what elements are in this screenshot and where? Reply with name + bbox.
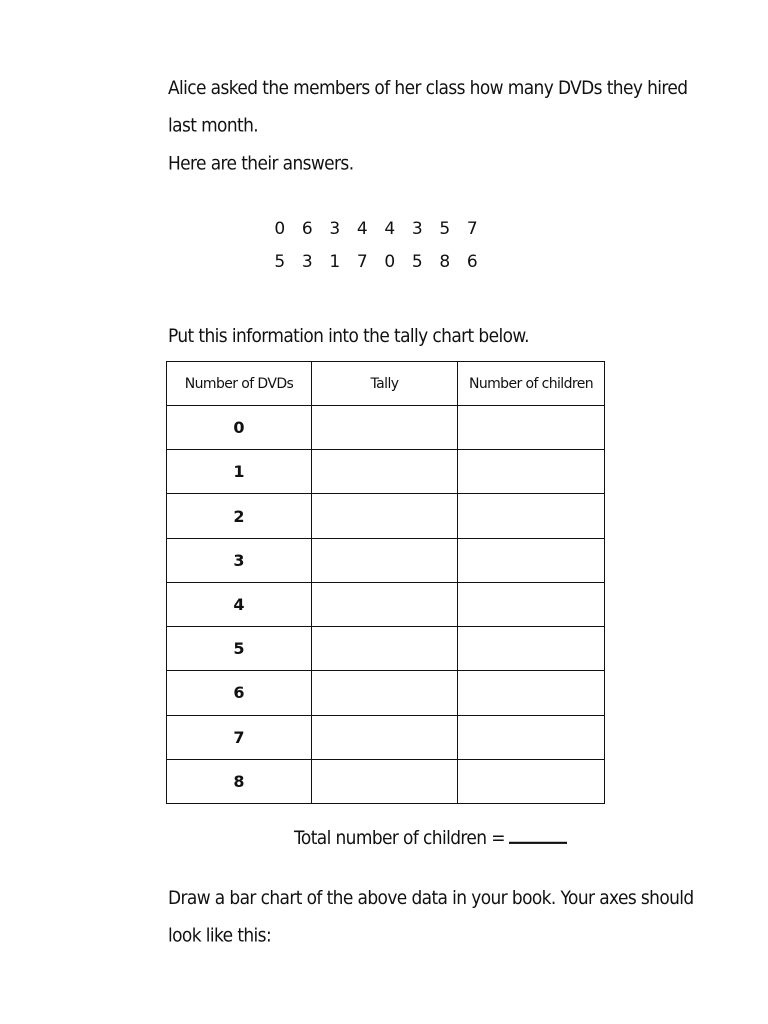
dvd-count-cell: 2 xyxy=(167,494,312,538)
answer-value: 0 xyxy=(274,218,286,239)
intro-line-3: Here are their answers. xyxy=(168,153,354,175)
answer-value: 4 xyxy=(356,218,368,239)
dvd-count-cell: 1 xyxy=(167,450,312,494)
tally-cell[interactable] xyxy=(312,450,458,494)
total-children-line xyxy=(294,818,567,857)
table-row xyxy=(167,538,605,582)
dvd-count-cell: 0 xyxy=(167,406,312,450)
answer-value: 5 xyxy=(411,251,423,272)
children-count-cell[interactable] xyxy=(458,406,605,450)
bar-chart-instruction-line-1: Draw a bar chart of the above data in your book. Your axes should xyxy=(168,887,694,910)
dvd-count-cell: 6 xyxy=(167,671,312,715)
children-count-cell[interactable] xyxy=(458,494,605,538)
table-row xyxy=(167,406,605,450)
children-count-cell[interactable] xyxy=(458,759,605,803)
dvd-count-cell: 3 xyxy=(167,538,312,582)
bar-chart-instruction-line-2: look like this: xyxy=(168,925,272,947)
dvd-count-cell: 7 xyxy=(167,715,312,759)
tally-cell[interactable] xyxy=(312,538,458,582)
header-number-of-children: Number of children xyxy=(458,362,605,406)
dvd-count-cell: 8 xyxy=(167,759,312,803)
tally-cell[interactable] xyxy=(312,582,458,626)
dvd-count-cell: 4 xyxy=(167,582,312,626)
answers-grid xyxy=(266,212,486,278)
table-row xyxy=(167,671,605,715)
answer-value: 3 xyxy=(411,218,423,239)
table-row xyxy=(167,494,605,538)
tally-chart-table xyxy=(166,361,605,804)
answer-value: 4 xyxy=(384,218,396,239)
answer-value: 7 xyxy=(466,218,478,239)
table-row xyxy=(167,715,605,759)
total-answer-blank[interactable] xyxy=(509,818,567,844)
answers-row-2 xyxy=(266,245,486,278)
bar-chart-instruction xyxy=(168,880,694,956)
answer-value: 6 xyxy=(466,251,478,272)
tally-cell[interactable] xyxy=(312,759,458,803)
table-row xyxy=(167,627,605,671)
tally-cell[interactable] xyxy=(312,406,458,450)
table-row xyxy=(167,450,605,494)
answer-value: 0 xyxy=(384,251,396,272)
header-number-of-dvds: Number of DVDs xyxy=(167,362,312,406)
table-row xyxy=(167,759,605,803)
children-count-cell[interactable] xyxy=(458,450,605,494)
table-header-row xyxy=(167,362,605,406)
table-row xyxy=(167,582,605,626)
answer-value: 6 xyxy=(301,218,313,239)
total-label: Total number of children = xyxy=(294,827,505,850)
intro-line-1: Alice asked the members of her class how many DVDs they hired xyxy=(168,77,688,100)
header-tally: Tally xyxy=(312,362,458,406)
tally-instruction: Put this information into the tally chart below. xyxy=(168,325,529,348)
answers-row-1 xyxy=(266,212,486,245)
children-count-cell[interactable] xyxy=(458,715,605,759)
children-count-cell[interactable] xyxy=(458,671,605,715)
children-count-cell[interactable] xyxy=(458,582,605,626)
answer-value: 3 xyxy=(301,251,313,272)
answer-value: 8 xyxy=(439,251,451,272)
intro-paragraph xyxy=(168,70,687,183)
tally-cell[interactable] xyxy=(312,494,458,538)
answer-value: 1 xyxy=(329,251,341,272)
tally-cell[interactable] xyxy=(312,671,458,715)
children-count-cell[interactable] xyxy=(458,627,605,671)
tally-cell[interactable] xyxy=(312,627,458,671)
intro-line-2: last month. xyxy=(168,115,259,137)
answer-value: 5 xyxy=(274,251,286,272)
tally-cell[interactable] xyxy=(312,715,458,759)
answer-value: 5 xyxy=(439,218,451,239)
children-count-cell[interactable] xyxy=(458,538,605,582)
answer-value: 7 xyxy=(356,251,368,272)
answer-value: 3 xyxy=(329,218,341,239)
dvd-count-cell: 5 xyxy=(167,627,312,671)
